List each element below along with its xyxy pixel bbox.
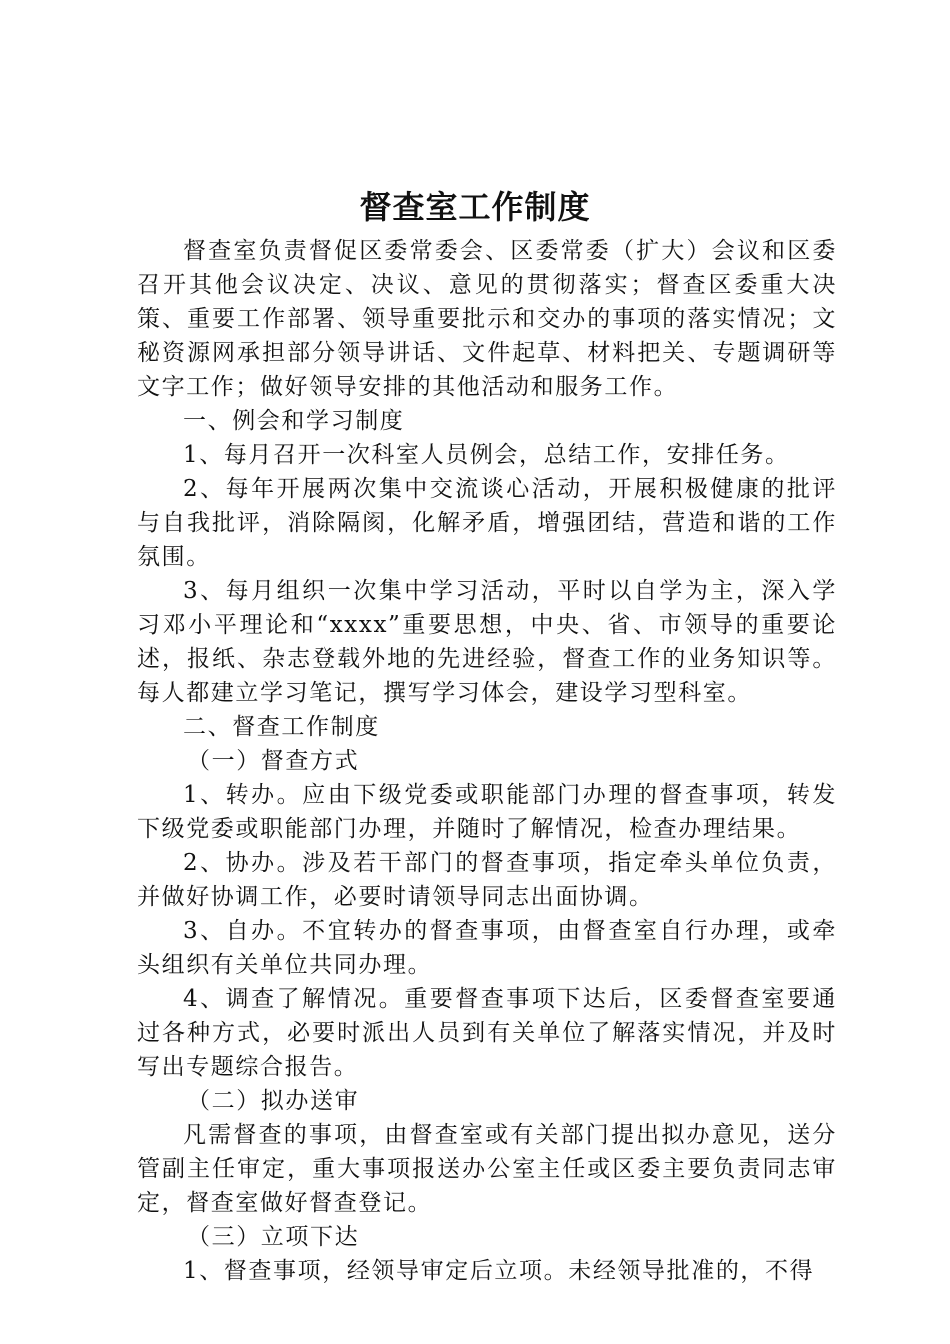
document-title: 督查室工作制度: [359, 188, 591, 226]
section-heading-2: 二、督查工作制度: [183, 714, 380, 740]
paragraph-intro: 督查室负责督促区委常委会、区委常委（扩大）会议和区委召开其他会议决定、决议、意见的贯彻落实；督查区委重大决策、重要工作部署、领导重要批示和交办的事项的落实情况；文秘资源网承担部分领导讲话、文件起草、材料把关、专题调研等文字工作；做好领导安排的其他活动和服务工作。: [137, 238, 837, 400]
section-heading-1: 一、例会和学习制度: [183, 408, 405, 434]
paragraph: 4、调查了解情况。重要督查事项下达后，区委督查室要通过各种方式，必要时派出人员到有关单位了解落实情况，并及时写出专题综合报告。: [137, 986, 837, 1080]
subsection-heading-1: （一）督查方式: [187, 748, 360, 774]
subsection-heading-3: （三）立项下达: [187, 1224, 360, 1250]
document-body: [137, 234, 837, 1288]
paragraph: 3、每月组织一次集中学习活动，平时以自学为主，深入学习邓小平理论和“xxxx”重要思想，中央、省、市领导的重要论述，报纸、杂志登载外地的先进经验，督查工作的业务知识等。每人都建立学习笔记，撰写学习体会，建设学习型科室。: [137, 578, 837, 706]
paragraph: 2、每年开展两次集中交流谈心活动，开展积极健康的批评与自我批评，消除隔阂，化解矛盾，增强团结，营造和谐的工作氛围。: [137, 476, 837, 570]
paragraph: 3、自办。不宜转办的督查事项，由督查室自行办理，或牵头组织有关单位共同办理。: [137, 918, 837, 978]
subsection-heading-2: （二）拟办送审: [187, 1088, 360, 1114]
paragraph: 1、每月召开一次科室人员例会，总结工作，安排任务。: [183, 442, 790, 468]
paragraph: 2、协办。涉及若干部门的督查事项，指定牵头单位负责，并做好协调工作，必要时请领导同志出面协调。: [137, 850, 837, 910]
paragraph: 1、转办。应由下级党委或职能部门办理的督查事项，转发下级党委或职能部门办理，并随时了解情况，检查办理结果。: [137, 782, 837, 842]
paragraph: 凡需督查的事项，由督查室或有关部门提出拟办意见，送分管副主任审定，重大事项报送办公室主任或区委主要负责同志审定，督查室做好督查登记。: [137, 1122, 837, 1216]
paragraph: 1、督查事项，经领导审定后立项。未经领导批准的，不得: [183, 1258, 815, 1284]
